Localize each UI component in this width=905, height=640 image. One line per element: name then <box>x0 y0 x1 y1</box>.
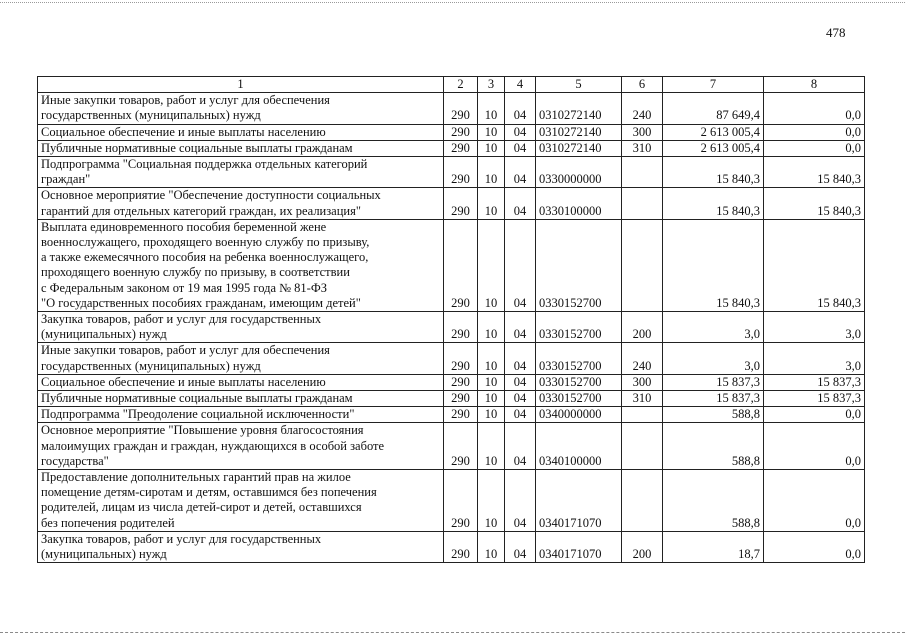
cell-target-code: 0310272140 <box>536 93 622 124</box>
item-name-line: граждан" <box>41 172 91 187</box>
cell-group: 04 <box>505 219 536 311</box>
cell-target-code: 0330000000 <box>536 157 622 188</box>
cell-target-code: 0310272140 <box>536 140 622 156</box>
cell-subsection: 10 <box>478 374 505 390</box>
cell-item-name <box>38 93 444 124</box>
cell-item-name <box>38 407 444 423</box>
cell-expense-type: 300 <box>622 374 663 390</box>
table-row <box>38 374 865 390</box>
cell-amount-col7: 15 840,3 <box>663 157 764 188</box>
cell-amount-col8: 0,0 <box>764 93 865 124</box>
cell-subsection: 10 <box>478 407 505 423</box>
cell-amount-col8: 15 840,3 <box>764 219 865 311</box>
cell-group: 04 <box>505 343 536 374</box>
cell-expense-type <box>622 423 663 470</box>
cell-expense-type: 240 <box>622 93 663 124</box>
table-row <box>38 531 865 562</box>
cell-section: 290 <box>444 312 478 343</box>
budget-table-body <box>38 77 865 563</box>
column-header-6: 6 <box>622 77 663 93</box>
cell-amount-col7: 2 613 005,4 <box>663 140 764 156</box>
cell-group: 04 <box>505 391 536 407</box>
cell-group: 04 <box>505 124 536 140</box>
cell-item-name <box>38 312 444 343</box>
column-numbers-row <box>38 77 865 93</box>
cell-amount-col8: 15 837,3 <box>764 391 865 407</box>
cell-section: 290 <box>444 407 478 423</box>
item-name-line: а также ежемесячного пособия на ребенка военнослужащего, <box>41 250 369 265</box>
cell-amount-col7: 15 840,3 <box>663 219 764 311</box>
budget-table <box>37 76 865 563</box>
item-name-line: Публичные нормативные социальные выплаты гражданам <box>41 140 353 155</box>
cell-amount-col8: 0,0 <box>764 140 865 156</box>
item-name-line: Публичные нормативные социальные выплаты гражданам <box>41 391 353 406</box>
item-name-line: Закупка товаров, работ и услуг для государственных <box>41 312 322 327</box>
column-header-1: 1 <box>38 77 444 93</box>
cell-amount-col7: 3,0 <box>663 312 764 343</box>
cell-amount-col8: 15 837,3 <box>764 374 865 390</box>
cell-amount-col7: 588,8 <box>663 470 764 532</box>
item-name-line: помещение детям-сиротам и детям, оставшимся без попечения <box>41 485 377 500</box>
cell-subsection: 10 <box>478 531 505 562</box>
cell-target-code: 0330152700 <box>536 312 622 343</box>
cell-section: 290 <box>444 374 478 390</box>
item-name-line: малоимущих граждан и граждан, нуждающихся в особой заботе <box>41 438 385 453</box>
item-name-line: без попечения родителей <box>41 515 175 530</box>
cell-item-name <box>38 140 444 156</box>
cell-expense-type: 310 <box>622 140 663 156</box>
cell-amount-col7: 15 840,3 <box>663 188 764 219</box>
item-name-line: Подпрограмма "Преодоление социальной исключенности" <box>41 407 355 422</box>
column-header-3: 3 <box>478 77 505 93</box>
item-name-line: (муниципальных) нужд <box>41 327 167 342</box>
cell-subsection: 10 <box>478 470 505 532</box>
cell-group: 04 <box>505 312 536 343</box>
cell-amount-col7: 18,7 <box>663 531 764 562</box>
item-name-line: военнослужащего, проходящего военную службу по призыву, <box>41 235 370 250</box>
cell-expense-type <box>622 470 663 532</box>
scan-top-edge <box>0 2 905 3</box>
cell-target-code: 0330100000 <box>536 188 622 219</box>
item-name-line: Основное мероприятие "Обеспечение доступности социальных <box>41 188 381 203</box>
cell-section: 290 <box>444 124 478 140</box>
cell-section: 290 <box>444 157 478 188</box>
column-header-7: 7 <box>663 77 764 93</box>
cell-section: 290 <box>444 188 478 219</box>
cell-amount-col8: 3,0 <box>764 343 865 374</box>
table-row <box>38 124 865 140</box>
table-row <box>38 219 865 311</box>
cell-item-name <box>38 124 444 140</box>
cell-item-name <box>38 188 444 219</box>
cell-subsection: 10 <box>478 343 505 374</box>
cell-amount-col7: 588,8 <box>663 423 764 470</box>
item-name-line: "О государственных пособиях гражданам, имеющим детей" <box>41 295 361 310</box>
item-name-line: с Федеральным законом от 19 мая 1995 года № 81-ФЗ <box>41 280 327 295</box>
item-name-line: (муниципальных) нужд <box>41 547 167 562</box>
cell-target-code: 0330152700 <box>536 391 622 407</box>
scan-bottom-edge <box>0 632 905 633</box>
cell-subsection: 10 <box>478 124 505 140</box>
cell-amount-col8: 0,0 <box>764 407 865 423</box>
cell-target-code: 0330152700 <box>536 374 622 390</box>
cell-amount-col7: 3,0 <box>663 343 764 374</box>
cell-section: 290 <box>444 531 478 562</box>
item-name-line: гарантий для отдельных категорий граждан, их реализация" <box>41 203 361 218</box>
cell-amount-col7: 87 649,4 <box>663 93 764 124</box>
cell-subsection: 10 <box>478 157 505 188</box>
item-name-line: родителей, лицам из числа детей-сирот и детей, оставшихся <box>41 500 362 515</box>
item-name-line: Подпрограмма "Социальная поддержка отдельных категорий <box>41 157 368 172</box>
cell-expense-type: 300 <box>622 124 663 140</box>
cell-amount-col8: 0,0 <box>764 531 865 562</box>
cell-target-code: 0310272140 <box>536 124 622 140</box>
cell-target-code: 0330152700 <box>536 219 622 311</box>
cell-amount-col8: 0,0 <box>764 423 865 470</box>
cell-subsection: 10 <box>478 423 505 470</box>
cell-group: 04 <box>505 423 536 470</box>
cell-expense-type: 200 <box>622 312 663 343</box>
table-row <box>38 157 865 188</box>
cell-expense-type <box>622 407 663 423</box>
item-name-line: Закупка товаров, работ и услуг для государственных <box>41 531 322 546</box>
column-header-5: 5 <box>536 77 622 93</box>
cell-group: 04 <box>505 407 536 423</box>
table-row <box>38 423 865 470</box>
table-row <box>38 470 865 532</box>
item-name-line: государственных (муниципальных) нужд <box>41 108 261 123</box>
cell-item-name <box>38 423 444 470</box>
cell-group: 04 <box>505 374 536 390</box>
cell-amount-col7: 588,8 <box>663 407 764 423</box>
table-row <box>38 407 865 423</box>
item-name-line: Иные закупки товаров, работ и услуг для обеспечения <box>41 93 330 108</box>
cell-subsection: 10 <box>478 219 505 311</box>
item-name-line: Социальное обеспечение и иные выплаты населению <box>41 124 326 139</box>
cell-expense-type: 240 <box>622 343 663 374</box>
item-name-line: проходящего военную службу по призыву, в соответствии <box>41 265 350 280</box>
table-row <box>38 312 865 343</box>
cell-amount-col7: 15 837,3 <box>663 391 764 407</box>
cell-section: 290 <box>444 391 478 407</box>
column-header-2: 2 <box>444 77 478 93</box>
cell-expense-type: 310 <box>622 391 663 407</box>
cell-target-code: 0340171070 <box>536 531 622 562</box>
cell-section: 290 <box>444 423 478 470</box>
item-name-line: Предоставление дополнительных гарантий прав на жилое <box>41 470 351 485</box>
cell-group: 04 <box>505 470 536 532</box>
cell-item-name <box>38 157 444 188</box>
cell-group: 04 <box>505 157 536 188</box>
cell-target-code: 0340171070 <box>536 470 622 532</box>
cell-group: 04 <box>505 188 536 219</box>
cell-section: 290 <box>444 140 478 156</box>
item-name-line: государственных (муниципальных) нужд <box>41 358 261 373</box>
item-name-line: Основное мероприятие "Повышение уровня благосостояния <box>41 423 364 438</box>
table-row <box>38 343 865 374</box>
cell-amount-col8: 0,0 <box>764 470 865 532</box>
cell-section: 290 <box>444 343 478 374</box>
cell-expense-type <box>622 188 663 219</box>
cell-item-name <box>38 343 444 374</box>
cell-expense-type <box>622 219 663 311</box>
item-name-line: Иные закупки товаров, работ и услуг для обеспечения <box>41 343 330 358</box>
cell-amount-col7: 15 837,3 <box>663 374 764 390</box>
cell-item-name <box>38 531 444 562</box>
column-header-4: 4 <box>505 77 536 93</box>
cell-amount-col8: 3,0 <box>764 312 865 343</box>
cell-group: 04 <box>505 531 536 562</box>
cell-amount-col8: 15 840,3 <box>764 157 865 188</box>
cell-target-code: 0330152700 <box>536 343 622 374</box>
cell-expense-type <box>622 157 663 188</box>
cell-section: 290 <box>444 470 478 532</box>
cell-target-code: 0340000000 <box>536 407 622 423</box>
cell-item-name <box>38 470 444 532</box>
table-row <box>38 93 865 124</box>
table-row <box>38 188 865 219</box>
table-row <box>38 391 865 407</box>
cell-amount-col8: 15 840,3 <box>764 188 865 219</box>
item-name-line: Выплата единовременного пособия беременной жене <box>41 219 327 234</box>
table-row <box>38 140 865 156</box>
cell-section: 290 <box>444 219 478 311</box>
cell-subsection: 10 <box>478 188 505 219</box>
column-header-8: 8 <box>764 77 865 93</box>
cell-expense-type: 200 <box>622 531 663 562</box>
page-number: 478 <box>826 25 846 40</box>
cell-item-name <box>38 374 444 390</box>
cell-subsection: 10 <box>478 93 505 124</box>
cell-target-code: 0340100000 <box>536 423 622 470</box>
cell-subsection: 10 <box>478 391 505 407</box>
item-name-line: Социальное обеспечение и иные выплаты населению <box>41 374 326 389</box>
cell-group: 04 <box>505 93 536 124</box>
cell-item-name <box>38 219 444 311</box>
cell-section: 290 <box>444 93 478 124</box>
cell-subsection: 10 <box>478 140 505 156</box>
cell-subsection: 10 <box>478 312 505 343</box>
item-name-line: государства" <box>41 453 109 468</box>
cell-item-name <box>38 391 444 407</box>
cell-amount-col7: 2 613 005,4 <box>663 124 764 140</box>
cell-group: 04 <box>505 140 536 156</box>
cell-amount-col8: 0,0 <box>764 124 865 140</box>
